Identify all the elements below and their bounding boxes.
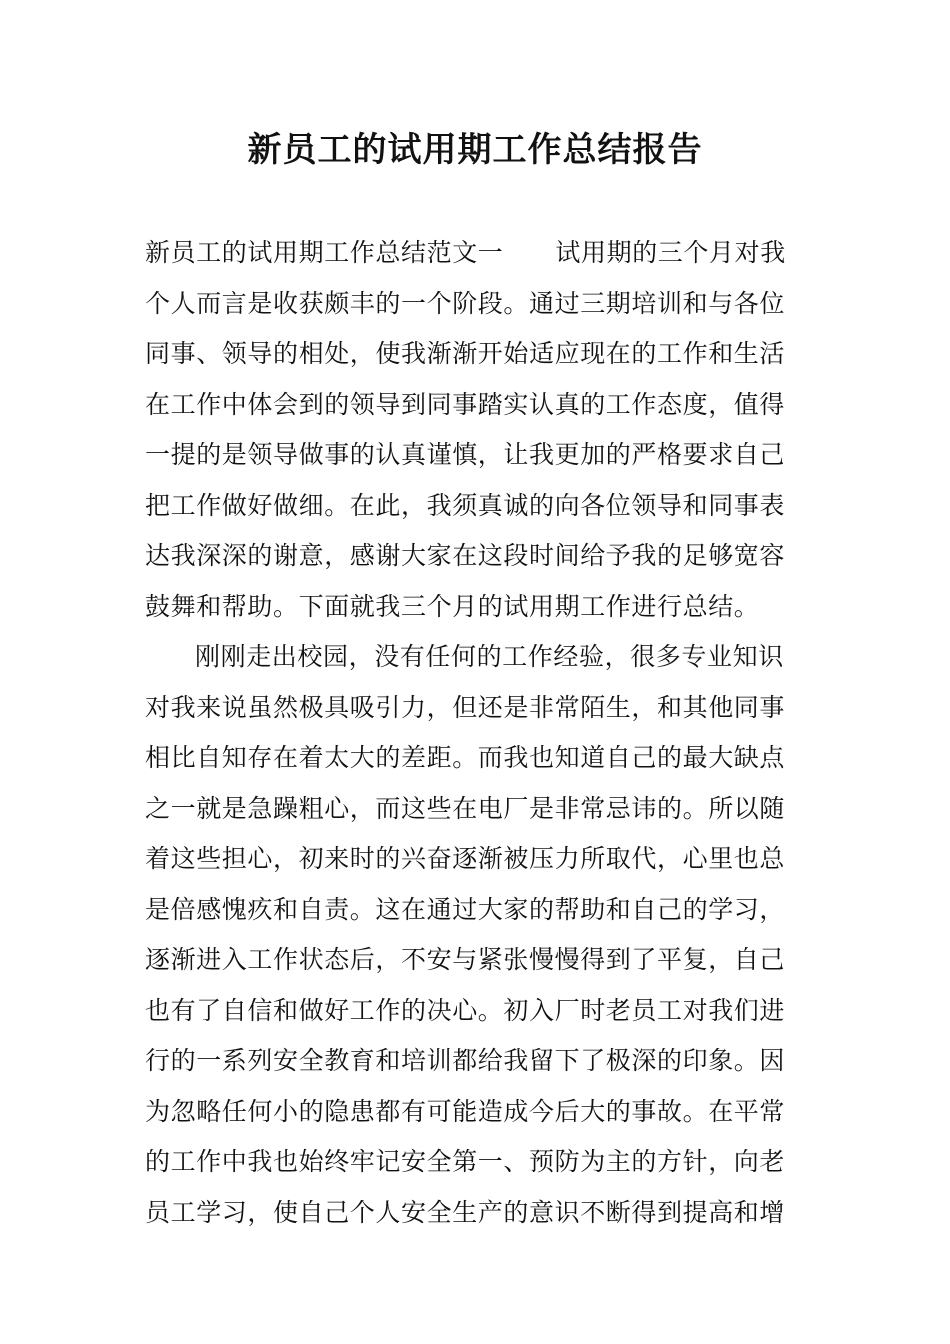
paragraph-first-line: 刚刚走出校园，没有任何的工作经验，很多专业知识: [195, 642, 784, 671]
text-line: 把工作做好做细。在此，我须真诚的向各位领导和同事表: [145, 490, 786, 520]
text-line: 对我来说虽然极具吸引力，但还是非常陌生，和其他同事: [145, 692, 786, 722]
text-line: 鼓舞和帮助。下面就我三个月的试用期工作进行总结。: [145, 591, 760, 621]
text-line: 也有了自信和做好工作的决心。初入厂时老员工对我们进: [145, 995, 786, 1025]
text-line: 为忽略任何小的隐患都有可能造成今后大的事故。在平常: [145, 1096, 786, 1126]
text-line: 达我深深的谢意，感谢大家在这段时间给予我的足够宽容: [145, 541, 786, 570]
text-line: 逐渐进入工作状态后，不安与紧张慢慢得到了平复，自己: [145, 945, 786, 974]
text-line-part: 新员工的试用期工作总结范文一: [145, 238, 504, 267]
document-body: [145, 228, 810, 1238]
text-line: 一提的是领导做事的认真谨慎，让我更加的严格要求自己: [145, 440, 786, 469]
text-line: 同事、领导的相处，使我渐渐开始适应现在的工作和生活: [145, 339, 786, 368]
text-line: 着这些担心，初来时的兴奋逐渐被压力所取代，心里也总: [145, 844, 786, 873]
text-line: 行的一系列安全教育和培训都给我留下了极深的印象。因: [145, 1046, 786, 1075]
text-line: 的工作中我也始终牢记安全第一、预防为主的方针，向老: [145, 1147, 786, 1176]
text-line: 相比自知存在着太大的差距。而我也知道自己的最大缺点: [145, 743, 786, 772]
text-line: 在工作中体会到的领导到同事踏实认真的工作态度，值得: [145, 389, 786, 419]
text-line: 员工学习，使自己个人安全生产的意识不断得到提高和增: [145, 1197, 786, 1227]
text-line: [145, 228, 810, 279]
text-line-part: 试用期的三个月对我: [555, 238, 786, 267]
text-line: 个人而言是收获颇丰的一个阶段。通过三期培训和与各位: [145, 288, 786, 318]
document-title: 新员工的试用期工作总结报告: [247, 130, 703, 170]
text-line: 之一就是急躁粗心，而这些在电厂是非常忌讳的。所以随: [145, 793, 786, 823]
text-line: 是倍感愧疚和自责。这在通过大家的帮助和自己的学习，: [145, 894, 786, 924]
